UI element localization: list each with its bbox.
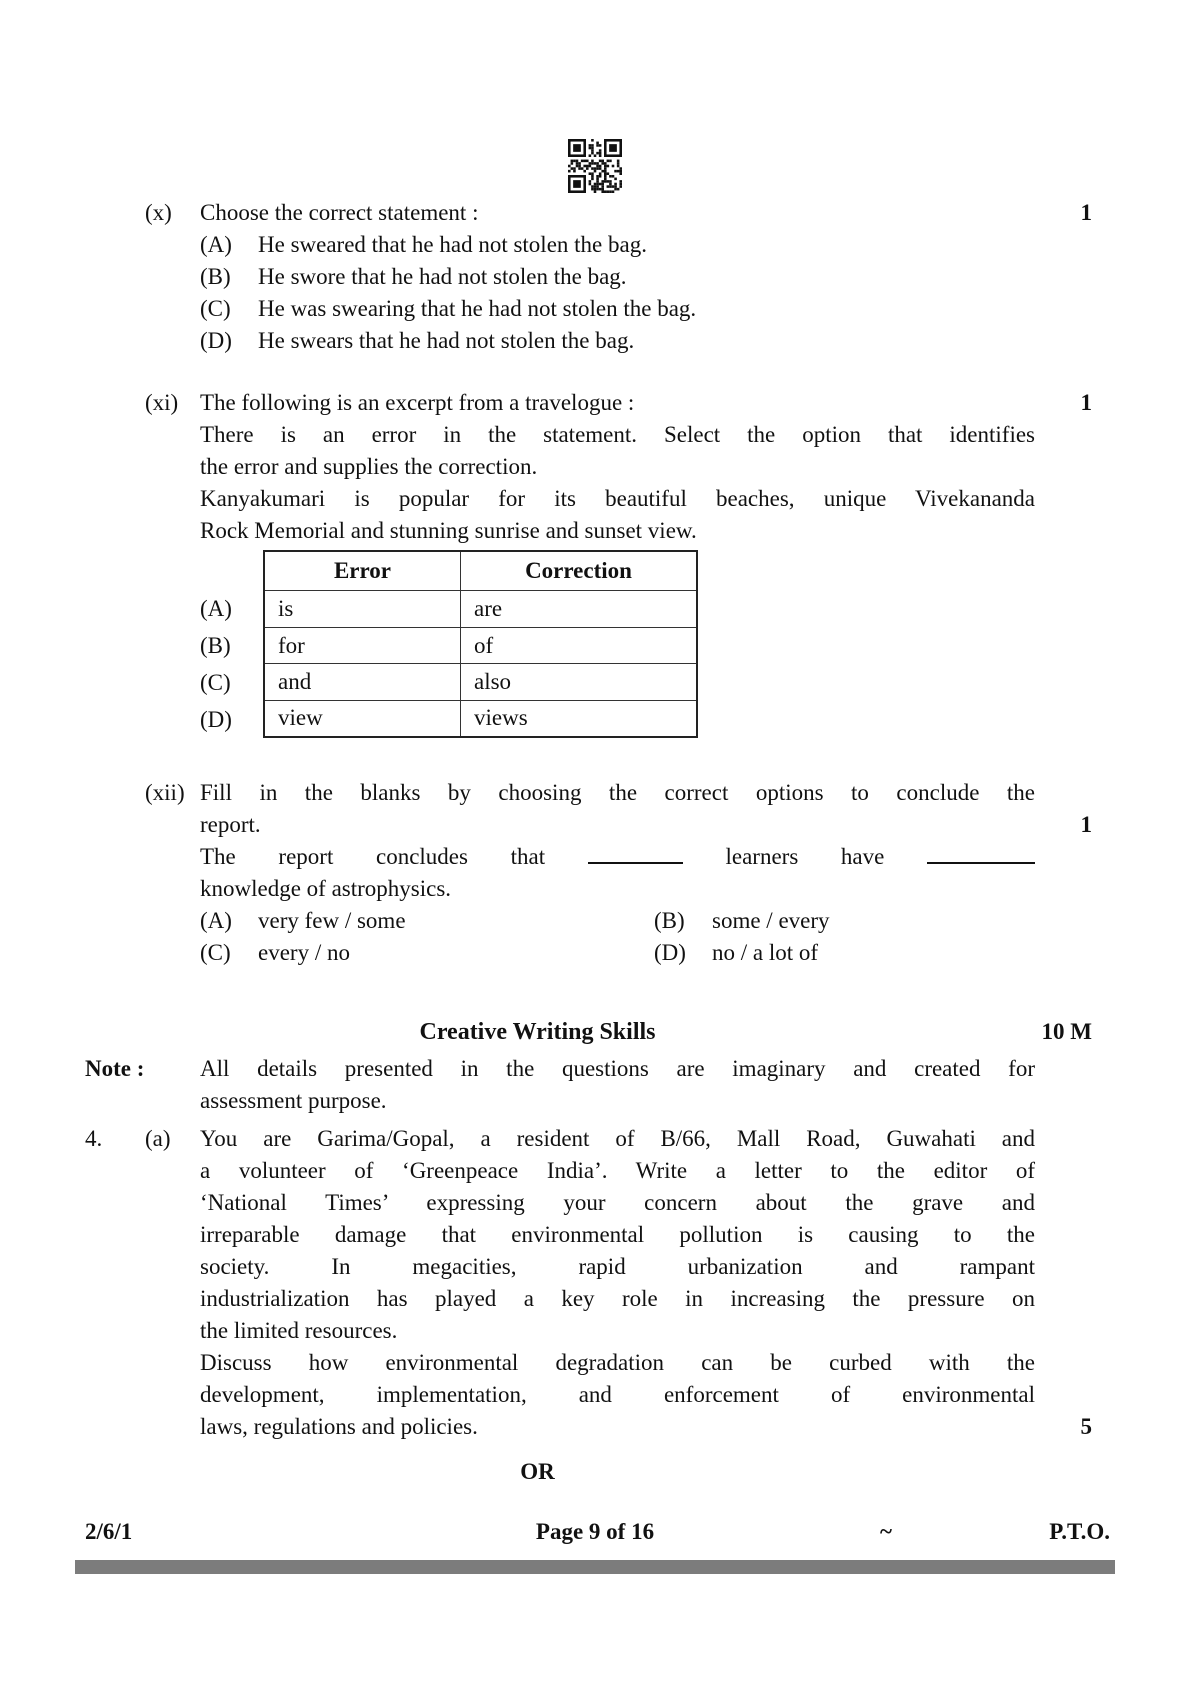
fill-text-mid: learners have <box>725 844 885 869</box>
table-row-labels <box>200 550 263 738</box>
tilde-mark: ~ <box>880 1519 892 1544</box>
question-line: The following is an excerpt from a travelogue : <box>200 390 635 415</box>
options-row-1 <box>200 905 1035 937</box>
question-line: irreparable damage that environmental pollution is causing to the <box>200 1222 1035 1247</box>
question-line: There is an error in the statement. Select the option that identifies <box>200 422 1035 447</box>
question-line: report. <box>200 812 261 837</box>
question-line: ‘National Times’ expressing your concern about the grave and <box>200 1190 1035 1215</box>
option-label: (C) <box>200 296 231 321</box>
fill-in-line <box>200 841 1035 873</box>
option-label: (D) <box>654 940 686 965</box>
error-correction-table-block <box>200 550 1190 738</box>
question-line: Discuss how environmental degradation can be curbed with the <box>200 1350 1035 1375</box>
marks-badge: 1 <box>1080 200 1092 225</box>
cell-correction: views <box>461 700 698 737</box>
column-header-error: Error <box>264 551 461 591</box>
blank-underline-1 <box>588 842 683 864</box>
qr-code-wrap <box>0 0 1190 193</box>
option-d <box>654 937 818 969</box>
question-line: knowledge of astrophysics. <box>200 876 452 901</box>
section-marks: 10 M <box>1041 1019 1092 1044</box>
cell-correction: of <box>461 627 698 663</box>
question-part: (a) <box>145 1126 171 1151</box>
row-label: (A) <box>200 596 232 621</box>
option-c <box>200 937 654 969</box>
question-number: (x) <box>145 200 172 225</box>
or-separator: OR <box>520 1459 555 1484</box>
paper-code: 2/6/1 <box>85 1519 133 1544</box>
section-heading <box>0 1016 1190 1048</box>
question-number: (xii) <box>145 780 185 805</box>
cell-error: for <box>264 627 461 663</box>
note-line: assessment purpose. <box>200 1088 387 1113</box>
row-label: (B) <box>200 633 231 658</box>
option-label: (A) <box>200 232 232 257</box>
table-row <box>264 591 697 627</box>
option-text: He was swearing that he had not stolen the bag. <box>258 296 697 321</box>
cell-correction: also <box>461 664 698 700</box>
section-title: Creative Writing Skills <box>419 1019 656 1045</box>
row-label: (D) <box>200 707 232 732</box>
question-xi <box>0 387 1190 547</box>
cell-error: view <box>264 700 461 737</box>
question-text: Choose the correct statement : <box>200 200 479 225</box>
note-line: All details presented in the questions are imaginary and created for <box>200 1056 1035 1081</box>
question-line: Kanyakumari is popular for its beautiful beaches, unique Vivekananda <box>200 486 1035 511</box>
question-4a <box>0 1123 1190 1443</box>
footer-divider-bar <box>75 1560 1115 1574</box>
page-footer <box>0 1516 1190 1548</box>
column-header-correction: Correction <box>461 551 698 591</box>
table-row <box>264 664 697 700</box>
option-c <box>200 293 1035 325</box>
option-text: He swore that he had not stolen the bag. <box>258 264 627 289</box>
question-x <box>0 197 1190 357</box>
option-label: (B) <box>654 908 685 933</box>
table-header-row <box>264 551 697 591</box>
question-number: (xi) <box>145 390 179 415</box>
question-number: 4. <box>85 1126 103 1151</box>
option-b <box>654 905 830 937</box>
option-label: (A) <box>200 908 232 933</box>
marks-badge: 1 <box>1080 390 1092 415</box>
option-text: He swears that he had not stolen the bag. <box>258 328 635 353</box>
note-block <box>0 1053 1190 1117</box>
page-number: Page 9 of 16 <box>535 1519 655 1544</box>
option-a <box>200 229 1035 261</box>
question-line: Fill in the blanks by choosing the correct options to conclude the <box>200 780 1035 805</box>
error-correction-table <box>263 550 698 738</box>
marks-badge: 1 <box>1080 812 1092 837</box>
table-row <box>264 700 697 737</box>
option-text: some / every <box>712 908 830 933</box>
cell-error: and <box>264 664 461 700</box>
pto-label: P.T.O. <box>1049 1519 1110 1544</box>
option-a <box>200 905 654 937</box>
question-line: the limited resources. <box>200 1318 398 1343</box>
question-line: development, implementation, and enforcement of environmental <box>200 1382 1035 1407</box>
option-text: very few / some <box>258 908 406 933</box>
question-line: industrialization has played a key role in increasing the pressure on <box>200 1286 1035 1311</box>
cell-correction: are <box>461 591 698 627</box>
question-xii <box>0 777 1190 969</box>
question-line: society. In megacities, rapid urbanization and rampant <box>200 1254 1035 1279</box>
cell-error: is <box>264 591 461 627</box>
qr-code-icon <box>568 139 622 193</box>
blank-underline-2 <box>927 842 1035 864</box>
marks-badge: 5 <box>1080 1414 1092 1439</box>
question-line: the error and supplies the correction. <box>200 454 538 479</box>
option-label: (D) <box>200 328 232 353</box>
option-d <box>200 325 1035 357</box>
option-text: He sweared that he had not stolen the bag. <box>258 232 647 257</box>
row-label: (C) <box>200 670 231 695</box>
question-line: Rock Memorial and stunning sunrise and sunset view. <box>200 518 697 543</box>
fill-text-before: The report concludes that <box>200 844 546 869</box>
note-label: Note : <box>85 1056 145 1081</box>
option-text: every / no <box>258 940 350 965</box>
question-line: laws, regulations and policies. <box>200 1414 478 1439</box>
table-row <box>264 627 697 663</box>
options-row-2 <box>200 937 1035 969</box>
question-line: a volunteer of ‘Greenpeace India’. Write a letter to the editor of <box>200 1158 1035 1183</box>
option-text: no / a lot of <box>712 940 819 965</box>
option-b <box>200 261 1035 293</box>
option-label: (C) <box>200 940 231 965</box>
option-label: (B) <box>200 264 231 289</box>
question-line: You are Garima/Gopal, a resident of B/66, Mall Road, Guwahati and <box>200 1126 1035 1151</box>
